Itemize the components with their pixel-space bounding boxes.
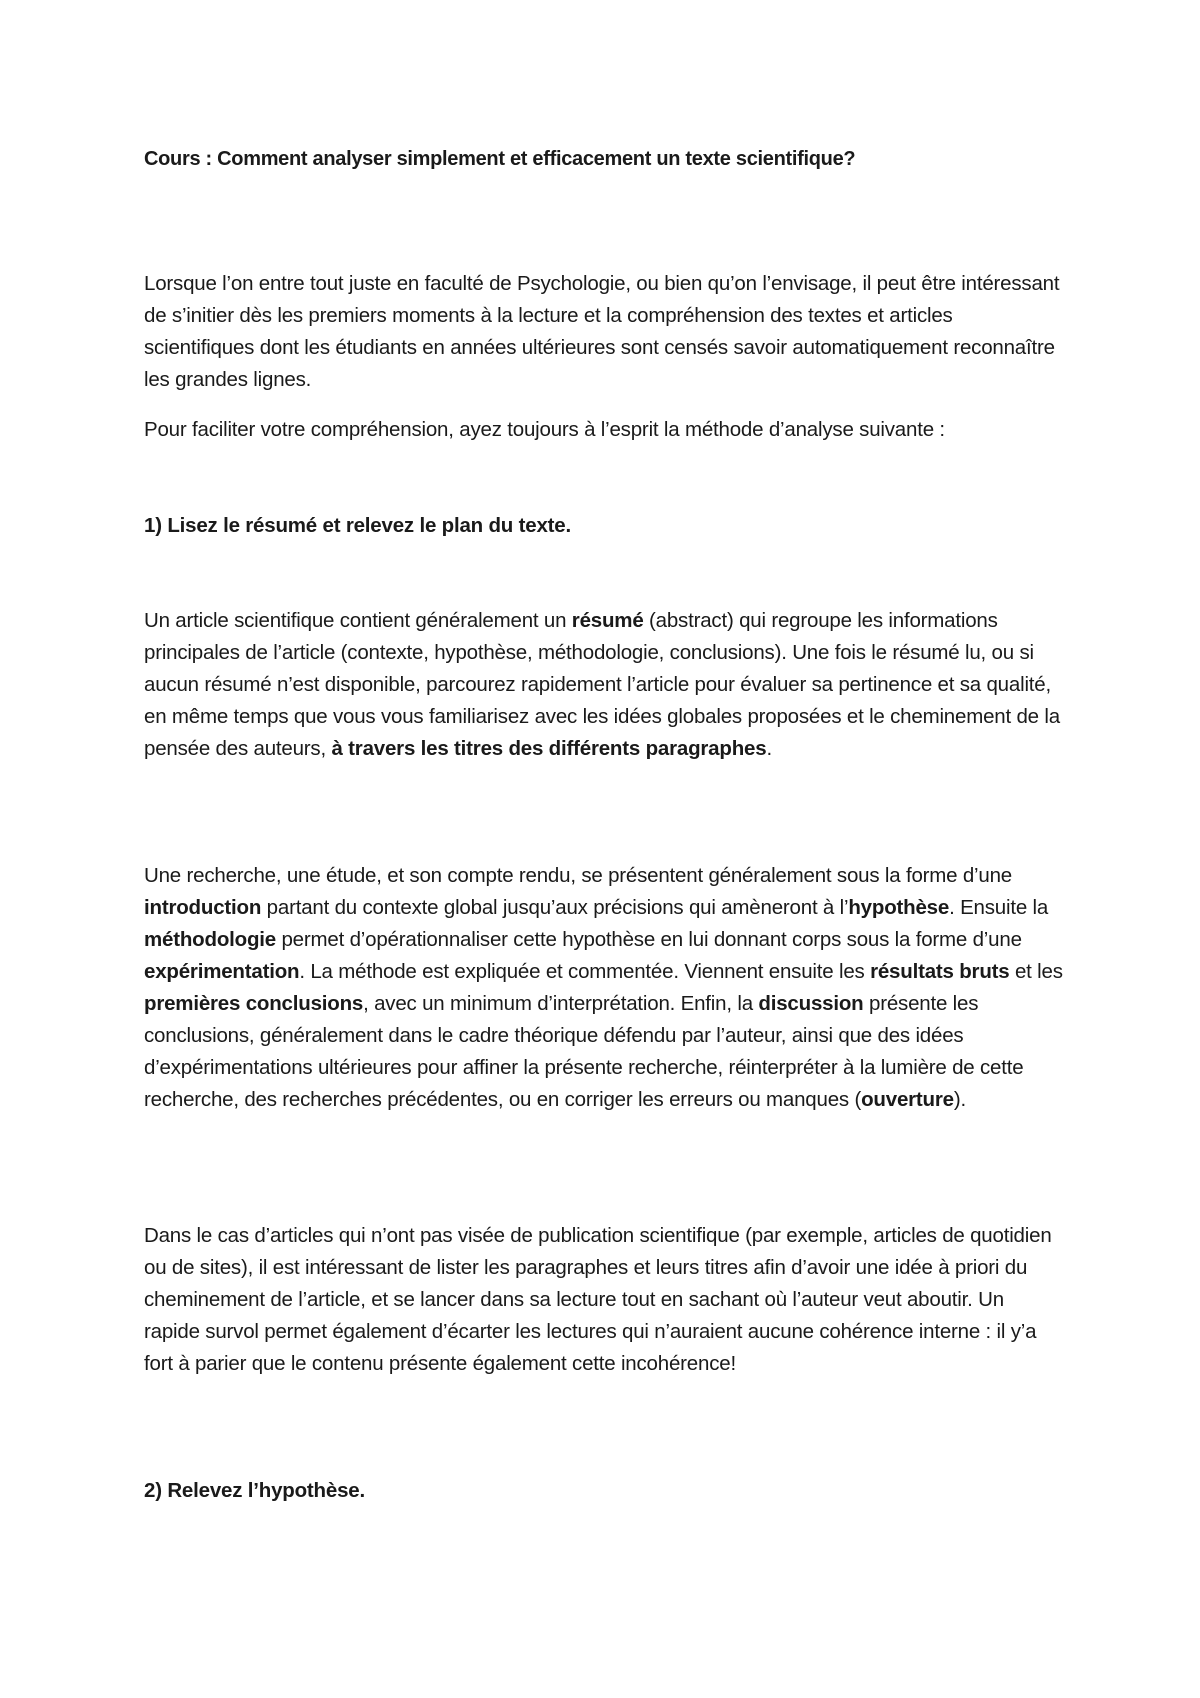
intro-paragraph: Lorsque l’on entre tout juste en faculté de Psychologie, ou bien qu’on l’envisage, il peut être intéressant de s’initier dès les premiers moments à la lecture et la compréhension des textes et articles scientifiques dont les étudiants en années ultérieures sont censés savoir automatiquement reconnaître les grandes lignes. <box>144 272 1060 391</box>
section-1-heading: 1) Lisez le résumé et relevez le plan du texte. <box>144 514 571 537</box>
bold-term-discussion: discussion <box>758 992 864 1015</box>
text-run: partant du contexte global jusqu’aux précisions qui amèneront à l’ <box>261 896 849 919</box>
bold-term-resume: résumé <box>571 609 644 632</box>
bold-term-premieres-conclusions: premières conclusions <box>144 992 364 1015</box>
bold-phrase-titres: à travers les titres des différents paragraphes <box>331 737 767 760</box>
abstract-paragraph <box>144 605 1064 765</box>
bold-term-ouverture: ouverture <box>861 1088 954 1111</box>
bold-term-resultats-bruts: résultats bruts <box>870 960 1010 983</box>
text-run: ). <box>953 1088 966 1111</box>
text-run: . Ensuite la <box>949 896 1049 919</box>
text-run: présente les conclusions, généralement dans le cadre théorique défendu par l’auteur, ainsi que des idées d’expérimentations ultérieures pour affiner la présente recherche, réinterpréter à la lumière de cette recherche, des recherches précédentes, ou en corriger les erreurs ou manques ( <box>144 992 1024 1111</box>
structure-paragraph <box>144 860 1064 1116</box>
bold-term-experimentation: expérimentation <box>144 960 300 983</box>
method-intro-paragraph: Pour faciliter votre compréhension, ayez toujours à l’esprit la méthode d’analyse suivante : <box>144 418 945 441</box>
text-run: . La méthode est expliquée et commentée. Viennent ensuite les <box>299 960 871 983</box>
section-2-heading: 2) Relevez l’hypothèse. <box>144 1479 365 1502</box>
text-run: (abstract) qui regroupe les informations principales de l’article (contexte, hypothèse, méthodologie, conclusions). Une fois le résumé lu, ou si aucun résumé n’est disponible, parcourez rapidement l’article pour évaluer sa pertinence et sa qualité, en même temps que vous vous familiarisez avec les idées globales proposées et le cheminement de la pensée des auteurs, <box>144 609 1060 760</box>
document-title: Cours : Comment analyser simplement et efficacement un texte scientifique? <box>144 148 856 170</box>
text-run: . <box>766 737 772 760</box>
text-run: Un article scientifique contient généralement un <box>144 609 572 632</box>
text-run: permet d’opérationnaliser cette hypothèse en lui donnant corps sous la forme d’une <box>275 928 1022 951</box>
bold-term-hypothese: hypothèse <box>848 896 950 919</box>
non-scientific-articles-paragraph: Dans le cas d’articles qui n’ont pas visée de publication scientifique (par exemple, articles de quotidien ou de sites), il est intéressant de lister les paragraphes et leurs titres afin d’avoir une idée à priori du cheminement de l’article, et se lancer dans sa lecture tout en sachant où l’auteur veut aboutir. Un rapide survol permet également d’écarter les lectures qui n’auraient aucune cohérence interne : il y’a fort à parier que le contenu présente également cette incohérence! <box>144 1224 1052 1375</box>
bold-term-introduction: introduction <box>144 896 262 919</box>
text-run: , avec un minimum d’interprétation. Enfin, la <box>363 992 759 1015</box>
text-run: et les <box>1009 960 1063 983</box>
bold-term-methodologie: méthodologie <box>144 928 276 951</box>
text-run: Une recherche, une étude, et son compte rendu, se présentent généralement sous la forme d’une <box>144 864 1013 887</box>
